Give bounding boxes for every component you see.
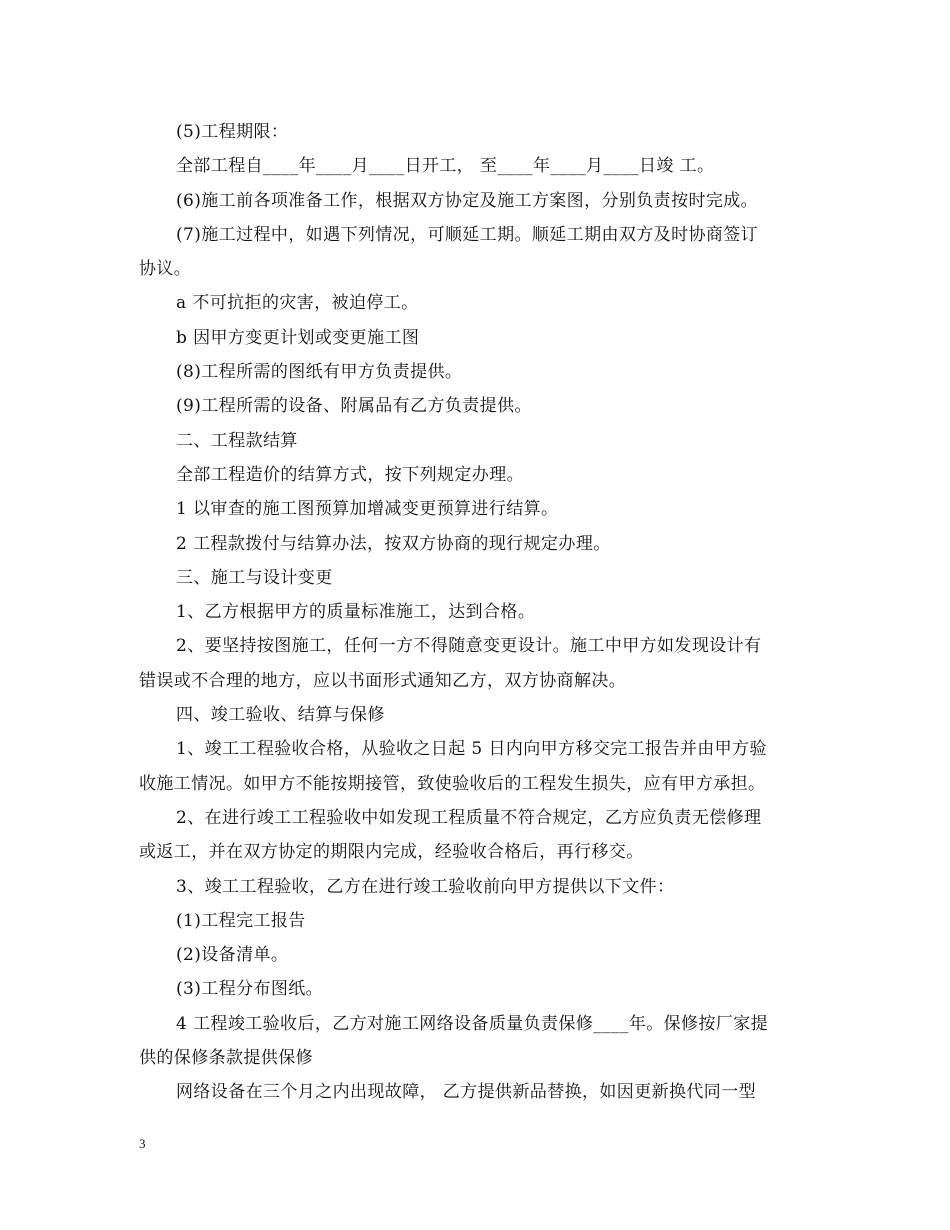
paragraph-line: 2 工程款拨付与结算办法，按双方协商的现行规定办理。 <box>176 533 611 554</box>
paragraph-line: (9)工程所需的设备、附属品有乙方负责提供。 <box>176 396 532 417</box>
paragraph-line: 网络设备在三个月之内出现故障， 乙方提供新品替换，如因更新换代同一型 <box>176 1082 757 1103</box>
paragraph-line: 错误或不合理的地方，应以书面形式通知乙方，双方协商解决。 <box>139 670 627 691</box>
paragraph-line: 1 以审查的施工图预算加增减变更预算进行结算。 <box>176 499 559 520</box>
paragraph-line: 全部工程自____年____月____日开工， 至____年____月____日竣 工。 <box>176 156 715 177</box>
paragraph-line: 3、竣工工程验收，乙方在进行竣工验收前向甲方提供以下文件： <box>176 876 675 897</box>
paragraph-line: 1、竣工工程验收合格，从验收之日起 5 日内向甲方移交完工报告并由甲方验 <box>176 739 767 760</box>
paragraph-line: 或返工，并在双方协定的期限内完成，经验收合格后，再行移交。 <box>139 842 644 863</box>
paragraph-line: (6)施工前各项准备工作，根据双方协定及施工方案图，分别负责按时完成。 <box>176 190 759 211</box>
section-heading: 四、竣工验收、结算与保修 <box>176 705 385 726</box>
section-heading: 二、工程款结算 <box>176 430 298 451</box>
paragraph-line: (3)工程分布图纸。 <box>176 979 324 1000</box>
paragraph-line: (5)工程期限： <box>176 122 289 142</box>
paragraph-line: 2、在进行竣工工程验收中如发现工程质量不符合规定，乙方应负责无偿修理 <box>176 807 762 828</box>
page-number: 3 <box>139 1136 146 1151</box>
paragraph-line: 供的保修条款提供保修 <box>139 1048 313 1069</box>
paragraph-line: 4 工程竣工验收后，乙方对施工网络设备质量负责保修____年。保修按厂家提 <box>176 1013 769 1034</box>
paragraph-line: (2)设备清单。 <box>176 945 289 966</box>
section-heading: 三、施工与设计变更 <box>176 567 333 588</box>
paragraph-line: b 因甲方变更计划或变更施工图 <box>176 327 420 348</box>
paragraph-line: a 不可抗拒的灾害，被迫停工。 <box>176 293 419 314</box>
paragraph-line: 2、要坚持按图施工，任何一方不得随意变更设计。施工中甲方如发现设计有 <box>176 636 762 657</box>
document-body <box>139 115 811 1110</box>
paragraph-line: 全部工程造价的结算方式，按下列规定办理。 <box>176 464 524 485</box>
paragraph-line: 1、乙方根据甲方的质量标准施工，达到合格。 <box>176 602 536 623</box>
paragraph-line: 收施工情况。如甲方不能按期接管，致使验收后的工程发生损失，应有甲方承担。 <box>139 773 766 794</box>
paragraph-line: (1)工程完工报告 <box>176 910 306 931</box>
paragraph-line: (7)施工过程中，如遇下列情况，可顺延工期。顺延工期由双方及时协商签订 <box>176 224 759 245</box>
paragraph-line: 协议。 <box>139 259 192 280</box>
paragraph-line: (8)工程所需的图纸有甲方负责提供。 <box>176 362 463 383</box>
